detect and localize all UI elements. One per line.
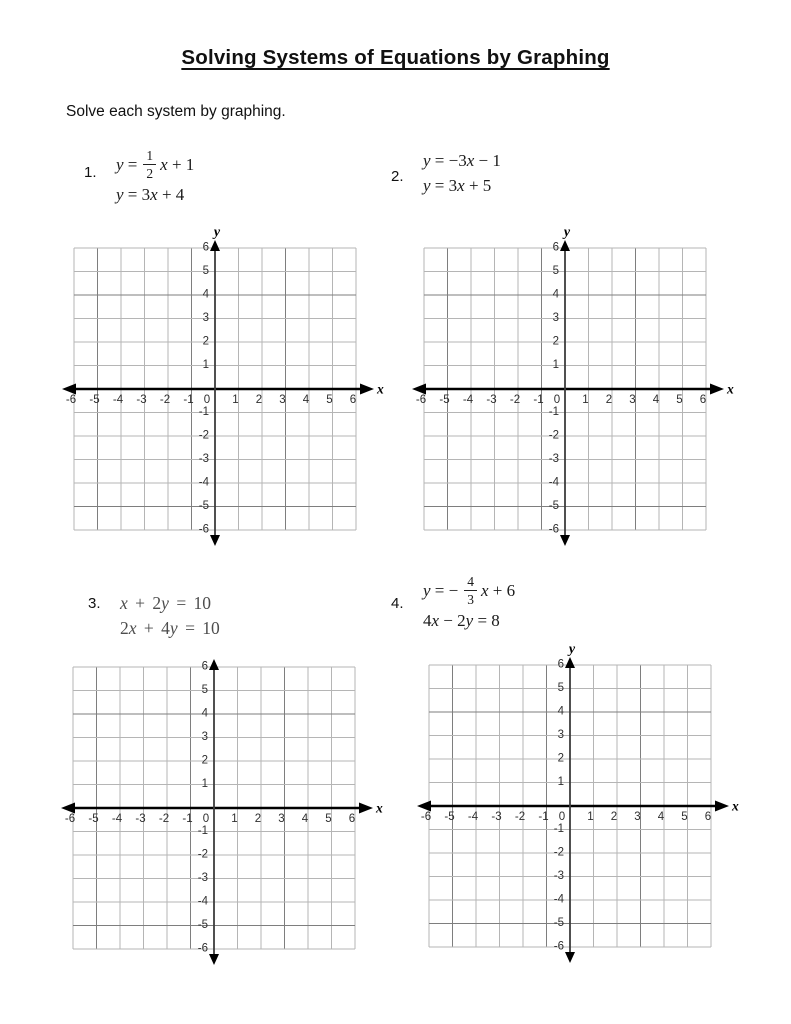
svg-text:2: 2 <box>552 335 559 348</box>
problem-number: 4. <box>391 595 404 612</box>
svg-text:-5: -5 <box>439 394 450 406</box>
svg-text:5: 5 <box>202 265 209 277</box>
equation-system <box>120 592 220 639</box>
instruction-text: Solve each system by graphing. <box>66 103 286 120</box>
problem-number: 1. <box>84 164 97 181</box>
equation: y = 3x + 5 <box>423 176 492 195</box>
problem-number: 3. <box>88 595 101 612</box>
coordinate-grid-3 <box>61 643 397 979</box>
svg-text:-4: -4 <box>467 811 479 823</box>
svg-text:1: 1 <box>582 394 589 406</box>
svg-text:-6: -6 <box>198 523 209 536</box>
svg-text:3: 3 <box>557 729 564 741</box>
svg-text:-4: -4 <box>198 476 209 489</box>
equation: y = 3x + 4 <box>116 185 185 205</box>
svg-text:4: 4 <box>657 811 665 823</box>
svg-text:6: 6 <box>557 658 564 671</box>
svg-text:4: 4 <box>552 288 559 301</box>
svg-text:4: 4 <box>652 394 660 406</box>
svg-text:2: 2 <box>201 754 208 767</box>
x-axis <box>61 801 383 816</box>
left-arrow-icon <box>417 801 431 812</box>
svg-text:-5: -5 <box>89 394 100 406</box>
svg-text:2: 2 <box>610 811 618 823</box>
y-axis-label: y <box>213 225 221 240</box>
svg-text:-5: -5 <box>197 919 208 931</box>
svg-text:-6: -6 <box>65 394 77 406</box>
svg-text:-6: -6 <box>197 942 208 955</box>
svg-text:-1: -1 <box>548 406 559 418</box>
svg-text:-1: -1 <box>198 406 209 418</box>
x-axis <box>417 799 739 814</box>
left-arrow-icon <box>61 803 75 814</box>
equation-system <box>423 150 501 197</box>
svg-text:1: 1 <box>231 813 238 825</box>
svg-text:-3: -3 <box>486 394 497 406</box>
svg-text:-2: -2 <box>514 811 526 823</box>
right-arrow-icon <box>715 801 729 812</box>
svg-text:4: 4 <box>202 288 209 301</box>
svg-text:-2: -2 <box>548 429 559 442</box>
svg-text:3: 3 <box>201 731 208 743</box>
svg-text:3: 3 <box>629 394 636 406</box>
svg-text:-6: -6 <box>420 811 432 823</box>
y-axis <box>560 225 571 546</box>
down-arrow-icon <box>560 535 570 546</box>
problem-1 <box>84 148 194 206</box>
x-axis-label: x <box>727 381 734 397</box>
svg-text:5: 5 <box>201 684 208 696</box>
svg-text:0: 0 <box>203 394 211 406</box>
svg-text:-2: -2 <box>198 429 209 442</box>
svg-text:3: 3 <box>552 312 559 324</box>
svg-text:-1: -1 <box>533 394 544 406</box>
svg-text:-3: -3 <box>136 394 147 406</box>
svg-text:6: 6 <box>349 394 357 406</box>
page-title: Solving Systems of Equations by Graphing <box>181 46 610 69</box>
problem-3 <box>88 592 220 639</box>
up-arrow-icon <box>209 659 219 670</box>
svg-text:-5: -5 <box>88 813 99 825</box>
up-arrow-icon <box>210 240 220 251</box>
svg-text:-1: -1 <box>553 823 564 835</box>
problem-number: 2. <box>391 168 404 185</box>
svg-text:-3: -3 <box>135 813 146 825</box>
up-arrow-icon <box>560 240 570 251</box>
y-axis-label: y <box>568 642 576 657</box>
svg-text:3: 3 <box>634 811 641 823</box>
svg-text:-2: -2 <box>158 813 170 825</box>
problem-4 <box>391 574 515 632</box>
svg-text:-1: -1 <box>538 811 549 823</box>
equation: y = $\frac{1}{2}$ x + 1 <box>116 148 195 182</box>
equation: 2x + 4y = 10 <box>120 617 220 638</box>
svg-text:4: 4 <box>201 707 208 720</box>
equation-system <box>116 148 194 206</box>
svg-text:3: 3 <box>279 394 286 406</box>
svg-text:6: 6 <box>348 813 356 825</box>
svg-text:4: 4 <box>302 394 310 406</box>
svg-text:-4: -4 <box>548 476 559 489</box>
equation: y = − $\frac{4}{3}$ x + 6 <box>423 574 516 608</box>
fraction: $\frac{4}{3}$ <box>464 574 477 607</box>
left-arrow-icon <box>412 384 426 395</box>
svg-text:0: 0 <box>202 813 210 825</box>
svg-text:5: 5 <box>557 682 564 694</box>
y-axis-label: y <box>563 225 571 240</box>
right-arrow-icon <box>359 803 373 814</box>
svg-text:-3: -3 <box>197 872 208 884</box>
svg-text:5: 5 <box>326 394 333 406</box>
svg-text:-5: -5 <box>444 811 455 823</box>
svg-text:-2: -2 <box>553 846 564 859</box>
coordinate-grid-2 <box>412 224 748 560</box>
equation-system <box>423 574 515 632</box>
svg-text:0: 0 <box>558 811 566 823</box>
svg-text:-4: -4 <box>553 893 564 906</box>
y-axis <box>565 642 576 963</box>
up-arrow-icon <box>565 657 575 668</box>
svg-text:-3: -3 <box>198 453 209 465</box>
svg-text:4: 4 <box>557 705 564 718</box>
svg-text:-4: -4 <box>112 394 124 406</box>
down-arrow-icon <box>209 954 219 965</box>
svg-text:-3: -3 <box>491 811 502 823</box>
x-axis <box>62 382 384 397</box>
equation: 4x − 2y = 8 <box>423 611 500 631</box>
svg-text:2: 2 <box>605 394 613 406</box>
svg-text:-6: -6 <box>548 523 559 536</box>
svg-text:-6: -6 <box>553 940 564 953</box>
x-axis-label: x <box>376 800 383 816</box>
equation: y = −3x − 1 <box>423 151 501 170</box>
problem-2 <box>391 150 501 197</box>
svg-text:-6: -6 <box>64 813 76 825</box>
right-arrow-icon <box>710 384 724 395</box>
svg-text:-1: -1 <box>182 813 193 825</box>
down-arrow-icon <box>210 535 220 546</box>
svg-text:5: 5 <box>552 265 559 277</box>
svg-text:-6: -6 <box>415 394 427 406</box>
down-arrow-icon <box>565 952 575 963</box>
svg-text:2: 2 <box>202 335 209 348</box>
svg-text:1: 1 <box>232 394 239 406</box>
svg-text:-3: -3 <box>553 870 564 882</box>
equation: x + 2y = 10 <box>120 592 212 613</box>
svg-text:-4: -4 <box>197 895 208 908</box>
coordinate-grid-1 <box>62 224 398 560</box>
x-tick-labels <box>416 394 706 406</box>
x-tick-labels <box>66 394 356 406</box>
svg-text:1: 1 <box>557 776 564 788</box>
svg-text:-1: -1 <box>183 394 194 406</box>
svg-text:1: 1 <box>552 359 559 371</box>
svg-text:-5: -5 <box>553 917 564 929</box>
svg-text:5: 5 <box>681 811 688 823</box>
svg-text:6: 6 <box>202 241 209 254</box>
x-tick-labels <box>65 813 355 825</box>
svg-text:2: 2 <box>255 394 263 406</box>
svg-text:6: 6 <box>699 394 707 406</box>
y-axis <box>209 659 219 965</box>
svg-text:-4: -4 <box>462 394 474 406</box>
svg-text:6: 6 <box>704 811 712 823</box>
x-axis <box>412 382 734 397</box>
svg-text:-2: -2 <box>197 848 208 861</box>
svg-text:-3: -3 <box>548 453 559 465</box>
x-axis-label: x <box>377 381 384 397</box>
svg-text:1: 1 <box>587 811 594 823</box>
svg-text:0: 0 <box>553 394 561 406</box>
svg-text:2: 2 <box>254 813 262 825</box>
svg-text:1: 1 <box>201 778 208 790</box>
svg-text:2: 2 <box>557 752 564 765</box>
right-arrow-icon <box>360 384 374 395</box>
fraction: $\frac{1}{2}$ <box>143 148 156 181</box>
svg-text:-2: -2 <box>159 394 171 406</box>
svg-text:1: 1 <box>202 359 209 371</box>
svg-text:6: 6 <box>201 660 208 673</box>
svg-text:-4: -4 <box>111 813 123 825</box>
x-axis-label: x <box>732 798 739 814</box>
svg-text:3: 3 <box>278 813 285 825</box>
svg-text:-1: -1 <box>197 825 208 837</box>
x-tick-labels <box>421 811 711 823</box>
coordinate-grid-4 <box>417 641 753 977</box>
svg-text:-5: -5 <box>198 500 209 512</box>
left-arrow-icon <box>62 384 76 395</box>
svg-text:-5: -5 <box>548 500 559 512</box>
svg-text:6: 6 <box>552 241 559 254</box>
svg-text:3: 3 <box>202 312 209 324</box>
y-axis <box>210 225 221 546</box>
svg-text:5: 5 <box>676 394 683 406</box>
svg-text:5: 5 <box>325 813 332 825</box>
svg-text:4: 4 <box>301 813 309 825</box>
svg-text:-2: -2 <box>509 394 521 406</box>
